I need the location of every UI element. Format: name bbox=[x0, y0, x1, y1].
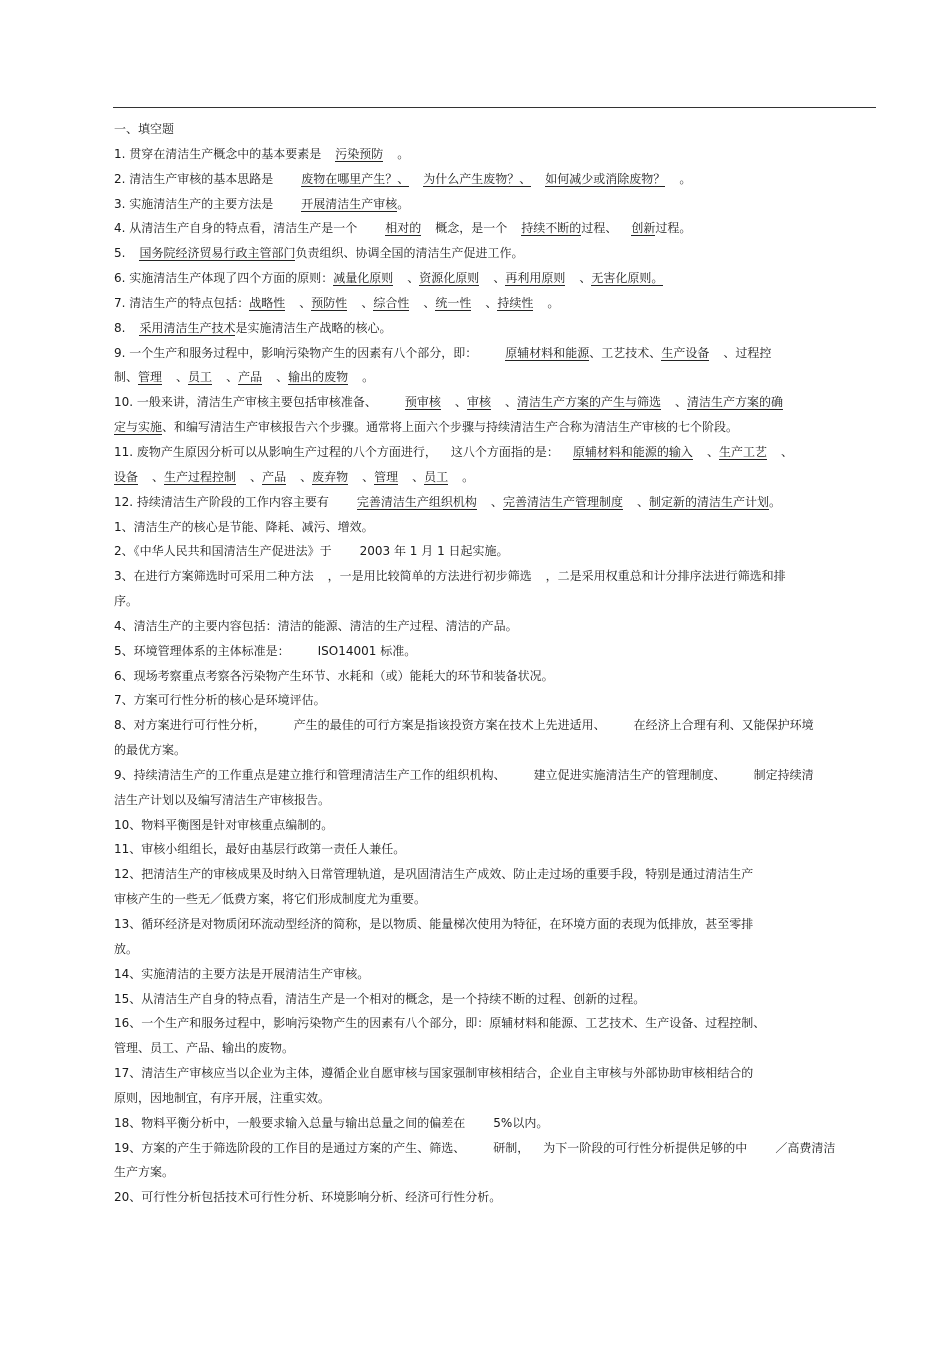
statement-16: 16、一个生产和服务过程中，影响污染物产生的因素有八个部分，即：原辅材料和能源、工艺技术、生产设备、过程控制、 bbox=[114, 1016, 766, 1031]
section-title: 一、填空题 bbox=[114, 122, 175, 136]
answer-blank: 采用清洁生产技术 bbox=[139, 320, 236, 335]
answer-blank: 制定新的清洁生产计划 bbox=[648, 494, 769, 509]
statement-8: 8、对方案进行可行性分析， 产生的最佳的可行方案是指该投资方案在技术上先进适用、 在经济上合理有利、又能保护环境 bbox=[114, 718, 814, 733]
answer-blank: 开展清洁生产审核 bbox=[301, 196, 398, 211]
statement-2: 2、《中华人民共和国清洁生产促进法》于 2003 年 1 月 1 日起实施。 bbox=[114, 544, 509, 559]
statement-14: 14、实施清洁的主要方法是开展清洁生产审核。 bbox=[114, 966, 370, 981]
answer-blank: 清洁生产方案的产生与筛选 bbox=[516, 395, 661, 410]
statement-17: 17、清洁生产审核应当以企业为主体，遵循企业自愿审核与国家强制审核相结合，企业自主审核与外部协助审核相结合的 bbox=[114, 1066, 754, 1081]
answer-blank: 员工 bbox=[424, 469, 449, 484]
answer-blank: 生产过程控制 bbox=[164, 469, 237, 484]
answer-blank: 无害化原则。 bbox=[591, 271, 664, 286]
answer-blank: 废弃物 bbox=[312, 469, 349, 484]
blank-line-7: 7. 清洁生产的特点包括：战略性 、预防性 、综合性 、统一性 、持续性 。 bbox=[114, 295, 560, 310]
statement-5: 5、环境管理体系的主体标准是： ISO14001 标准。 bbox=[114, 643, 417, 658]
document-body bbox=[114, 117, 876, 1210]
answer-blank: 生产工艺 bbox=[718, 444, 767, 459]
statement-20: 20、可行性分析包括技术可行性分析、环境影响分析、经济可行性分析。 bbox=[114, 1190, 502, 1205]
blank-line-11-cont: 设备 、生产过程控制 、产品 、废弃物 、管理 、员工 。 bbox=[114, 469, 475, 484]
blank-line-3: 3. 实施清洁生产的主要方法是 开展清洁生产审核。 bbox=[114, 196, 410, 211]
answer-blank: 如何减少或消除废物？ bbox=[545, 171, 666, 186]
answer-blank: 产品 bbox=[262, 469, 287, 484]
answer-blank: 管理 bbox=[374, 469, 399, 484]
answer-blank: 减量化原则 bbox=[333, 271, 394, 286]
statement-6: 6、现场考察重点考察各污染物产生环节、水耗和（或）能耗大的环节和装备状况。 bbox=[114, 668, 554, 683]
answer-blank: 完善清洁生产组织机构 bbox=[356, 494, 477, 509]
answer-blank: 再利用原则 bbox=[505, 271, 566, 286]
answer-blank: 持续性 bbox=[497, 295, 534, 310]
statement-7: 7、方案可行性分析的核心是环境评估。 bbox=[114, 693, 326, 708]
blank-line-2: 2. 清洁生产审核的基本思路是 废物在哪里产生？、 为什么产生废物？、 如何减少或消除废物？ 。 bbox=[114, 171, 692, 186]
answer-blank: 预审核 bbox=[404, 395, 441, 410]
blank-line-8: 8. 采用清洁生产技术是实施清洁生产战略的核心。 bbox=[114, 320, 392, 335]
statement-12-cont: 审核产生的一些无／低费方案，将它们形成制度尤为重要。 bbox=[114, 892, 427, 907]
answer-blank: 统一性 bbox=[435, 295, 472, 310]
answer-blank: 战略性 bbox=[249, 295, 286, 310]
answer-blank: 产品 bbox=[238, 370, 263, 385]
top-rule bbox=[113, 107, 876, 108]
answer-blank: 持续不断的 bbox=[521, 221, 582, 236]
blank-line-10: 10. 一般来讲，清洁生产审核主要包括审核准备、 预审核 、审核 、清洁生产方案的产生与筛选 、清洁生产方案的确 bbox=[114, 395, 784, 410]
answer-blank: 定与实施 bbox=[114, 420, 163, 435]
statement-8-cont: 的最优方案。 bbox=[114, 743, 187, 758]
answer-blank: 污染预防 bbox=[335, 146, 384, 161]
answer-blank: 综合性 bbox=[373, 295, 410, 310]
answer-blank: 废物在哪里产生？、 bbox=[301, 171, 410, 186]
statement-17-cont: 原则，因地制宜，有序开展，注重实效。 bbox=[114, 1090, 331, 1105]
blank-line-12: 12. 持续清洁生产阶段的工作内容主要有 完善清洁生产组织机构 、完善清洁生产管理制度 、制定新的清洁生产计划。 bbox=[114, 494, 781, 509]
blank-line-6: 6. 实施清洁生产体现了四个方面的原则：减量化原则 、资源化原则 、再利用原则 、无害化原则。 bbox=[114, 271, 664, 286]
blank-line-4: 4. 从清洁生产自身的特点看，清洁生产是一个 相对的 概念，是一个 持续不断的过程、 创新过程。 bbox=[114, 221, 692, 236]
answer-blank: 预防性 bbox=[311, 295, 348, 310]
answer-blank: 原辅材料和能源的输入 bbox=[572, 444, 693, 459]
blank-line-10-cont: 定与实施、和编写清洁生产审核报告六个步骤。通常将上面六个步骤与持续清洁生产合称为清洁生产审核的七个阶段。 bbox=[114, 420, 739, 435]
answer-blank: 员工 bbox=[188, 370, 213, 385]
statement-1: 1、清洁生产的核心是节能、降耗、减污、增效。 bbox=[114, 519, 374, 534]
blank-line-9: 9. 一个生产和服务过程中，影响污染物产生的因素有八个部分，即： 原辅材料和能源、工艺技术、生产设备 、过程控 bbox=[114, 345, 772, 360]
blank-line-11: 11. 废物产生原因分析可以从影响生产过程的八个方面进行， 这八个方面指的是： 原辅材料和能源的输入 、生产工艺 、 bbox=[114, 444, 793, 459]
statement-19-cont: 生产方案。 bbox=[114, 1165, 175, 1180]
blank-line-5: 5. 国务院经济贸易行政主管部门负责组织、协调全国的清洁生产促进工作。 bbox=[114, 246, 524, 261]
answer-blank: 创新 bbox=[631, 221, 656, 236]
answer-blank: 资源化原则 bbox=[419, 271, 480, 286]
blank-line-1: 1. 贯穿在清洁生产概念中的基本要素是 污染预防 。 bbox=[114, 146, 410, 161]
statement-12: 12、把清洁生产的审核成果及时纳入日常管理轨道，是巩固清洁生产成效、防止走过场的重要手段，特别是通过清洁生产 bbox=[114, 867, 754, 882]
statement-16-cont: 管理、员工、产品、输出的废物。 bbox=[114, 1041, 295, 1056]
statement-4: 4、清洁生产的主要内容包括：清洁的能源、清洁的生产过程、清洁的产品。 bbox=[114, 618, 518, 633]
blank-line-9-cont: 制、管理 、员工 、产品 、输出的废物 。 bbox=[114, 370, 375, 385]
answer-blank: 原辅材料和能源 bbox=[505, 345, 590, 360]
statement-3: 3、在进行方案筛选时可采用二种方法 ，一是用比较简单的方法进行初步筛选 ，二是采用权重总和计分排序法进行筛选和排 bbox=[114, 569, 786, 584]
statement-13-cont: 放。 bbox=[114, 941, 139, 956]
answer-blank: 相对的 bbox=[385, 221, 422, 236]
statement-18: 18、物料平衡分析中，一般要求输入总量与输出总量之间的偏差在 5%以内。 bbox=[114, 1115, 549, 1130]
answer-blank: 管理 bbox=[138, 370, 163, 385]
statement-3-cont: 序。 bbox=[114, 594, 139, 609]
answer-blank: 输出的废物 bbox=[288, 370, 349, 385]
answer-blank: 清洁生产方案的确 bbox=[687, 395, 784, 410]
answer-blank: 生产设备 bbox=[661, 345, 710, 360]
statement-10: 10、物料平衡图是针对审核重点编制的。 bbox=[114, 817, 334, 832]
answer-blank: 设备 bbox=[114, 469, 139, 484]
answer-blank: 为什么产生废物？、 bbox=[423, 171, 532, 186]
statement-15: 15、从清洁生产自身的特点看，清洁生产是一个相对的概念，是一个持续不断的过程、创新的过程。 bbox=[114, 991, 646, 1006]
answer-blank: 审核 bbox=[466, 395, 491, 410]
statement-19: 19、方案的产生于筛选阶段的工作目的是通过方案的产生、筛选、 研制， 为下一阶段的可行性分析提供足够的中 ／高费清洁 bbox=[114, 1140, 836, 1155]
statement-13: 13、循环经济是对物质闭环流动型经济的简称，是以物质、能量梯次使用为特征，在环境方面的表现为低排放，甚至零排 bbox=[114, 917, 754, 931]
statement-11: 11、审核小组组长，最好由基层行政第一责任人兼任。 bbox=[114, 842, 406, 857]
statement-9-cont: 洁生产计划以及编写清洁生产审核报告。 bbox=[114, 792, 331, 807]
answer-blank: 完善清洁生产管理制度 bbox=[502, 494, 623, 509]
answer-blank: 国务院经济贸易行政主管部门 bbox=[139, 246, 296, 261]
statement-9: 9、持续清洁生产的工作重点是建立推行和管理清洁生产工作的组织机构、 建立促进实施清洁生产的管理制度、 制定持续清 bbox=[114, 767, 814, 782]
